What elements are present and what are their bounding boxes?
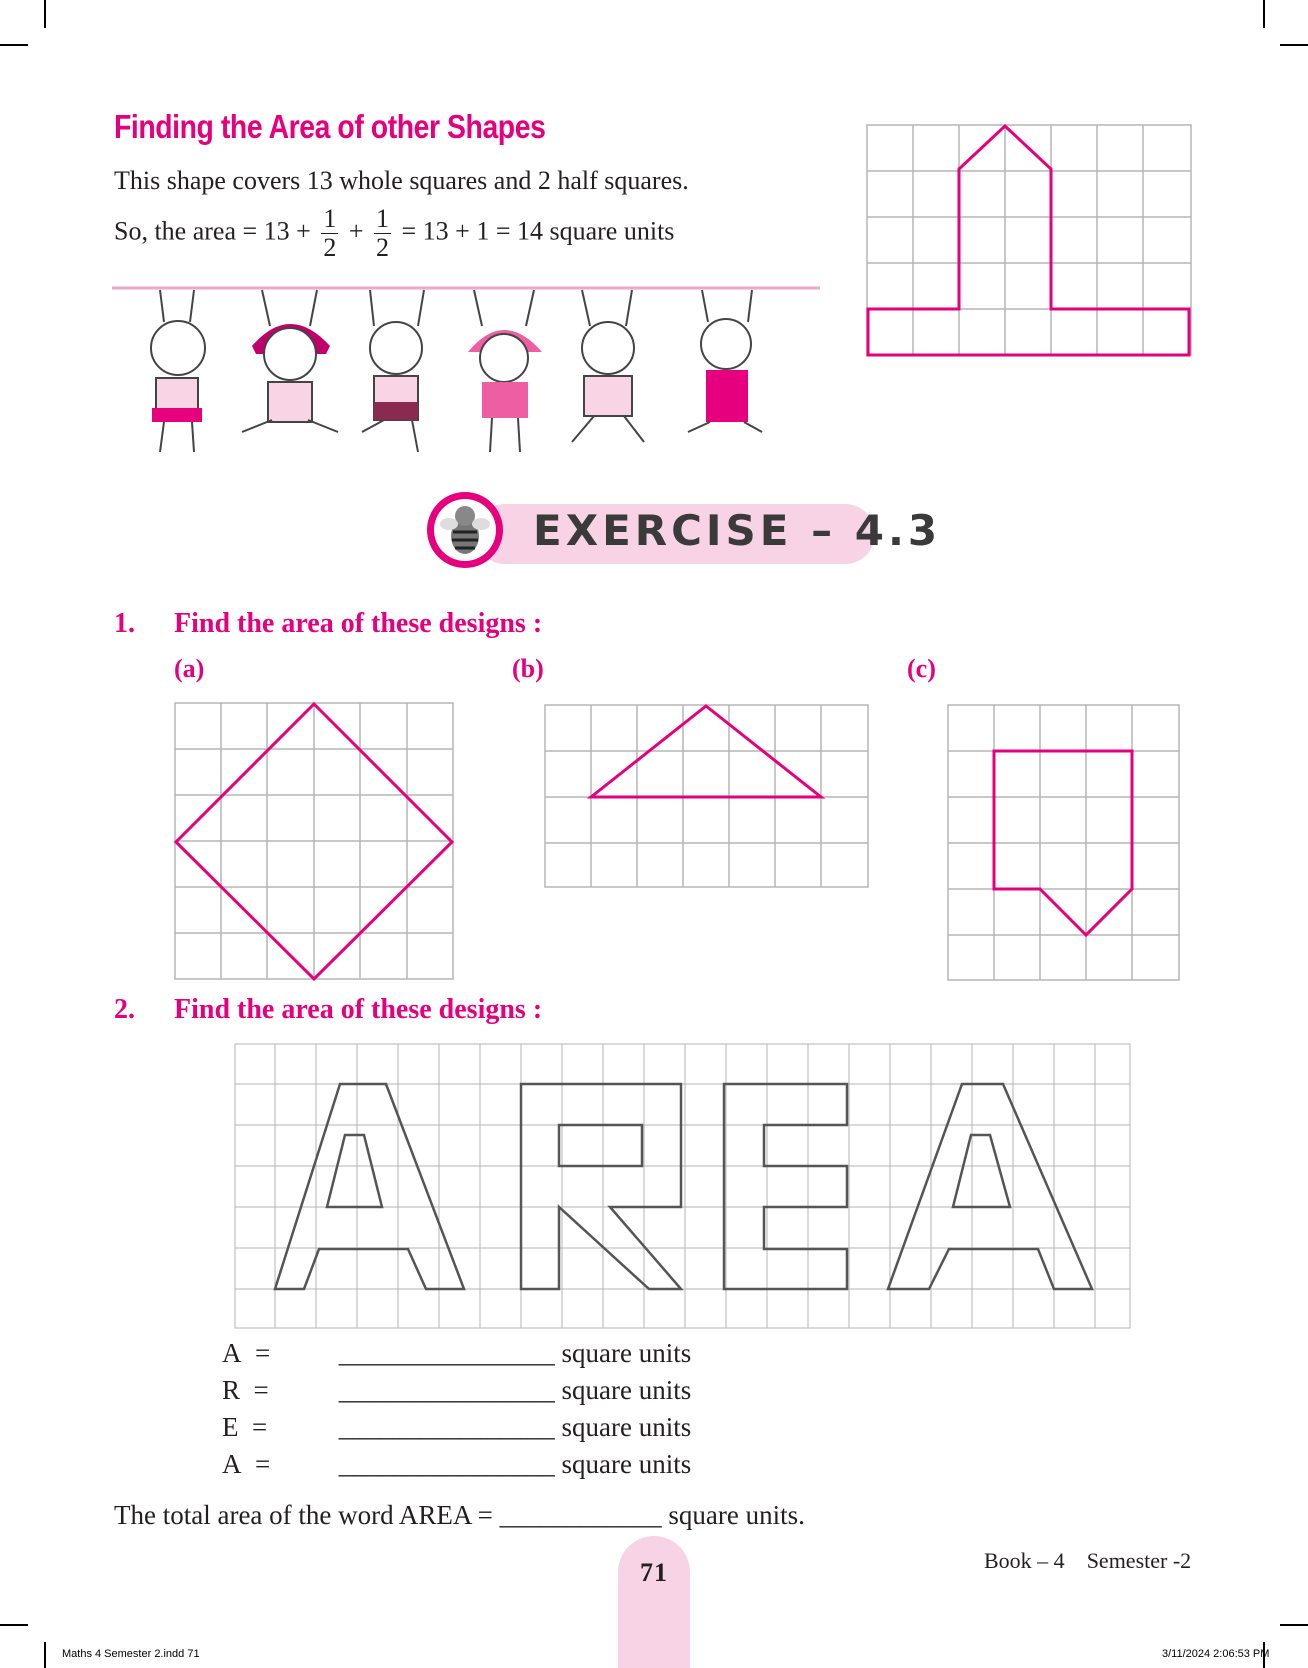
answer-row-a1 (222, 1338, 691, 1369)
example-shape-grid (866, 124, 1196, 359)
grid-lines (235, 1044, 1130, 1328)
total-prefix: The total area of the word AREA = (114, 1500, 493, 1530)
footer-filename: Maths 4 Semester 2.indd 71 (62, 1648, 200, 1660)
crop-mark (44, 1642, 46, 1668)
answer-blank[interactable]: ________________ (338, 1412, 555, 1442)
answer-row-r (222, 1375, 691, 1406)
hanging-children-illustration (112, 282, 822, 457)
label-c: (c) (907, 654, 936, 683)
crop-mark (1263, 0, 1265, 28)
crop-mark (0, 44, 28, 46)
child-figure (468, 290, 542, 452)
fraction-half-1 (321, 206, 338, 261)
answer-row-e (222, 1412, 691, 1443)
explanation-line-1: This shape covers 13 whole squares and 2 half squares. (114, 166, 689, 195)
example-shape-outline (868, 126, 1189, 355)
letter-a-2 (888, 1084, 1092, 1289)
answer-unit: square units (561, 1412, 692, 1442)
letter-a-1 (275, 1084, 464, 1289)
bee-mascot-icon (425, 490, 505, 570)
letter-r (521, 1084, 681, 1289)
grid-lines (175, 703, 453, 979)
total-area-line (114, 1500, 805, 1531)
answer-equals: = (255, 1338, 271, 1368)
design-c-grid (947, 704, 1181, 982)
crop-mark (1280, 1624, 1308, 1626)
answer-row-a2 (222, 1449, 691, 1480)
line2-suffix: = 13 + 1 = 14 square units (401, 216, 675, 246)
design-b-grid (544, 704, 870, 890)
child-figure (242, 290, 338, 432)
plus-sign: + (348, 216, 364, 246)
page-number: 71 (640, 1558, 668, 1587)
grid-lines (867, 125, 1191, 355)
child-figure (151, 290, 205, 452)
q2-text: Find the area of these designs : (174, 994, 543, 1025)
child-figure (362, 290, 424, 452)
section-heading: Finding the Area of other Shapes (114, 108, 546, 145)
design-a-grid (174, 702, 456, 982)
frac-num: 1 (323, 204, 337, 233)
answer-letter: A (222, 1338, 242, 1368)
answer-letter: A (222, 1449, 242, 1479)
total-blank[interactable]: ____________ (499, 1500, 662, 1530)
child-figure (572, 290, 644, 442)
label-a: (a) (174, 654, 205, 683)
q1-text: Find the area of these designs : (174, 608, 543, 639)
answer-equals: = (252, 1412, 268, 1442)
answer-letter: R (222, 1375, 241, 1405)
crop-mark (1280, 44, 1308, 46)
answer-equals: = (253, 1375, 269, 1405)
frac-den: 2 (376, 233, 389, 262)
q2-number: 2. (114, 994, 135, 1025)
answer-blank[interactable]: ________________ (338, 1449, 555, 1479)
total-suffix: square units. (668, 1500, 805, 1530)
semester-label: Semester -2 (1086, 1548, 1192, 1573)
frac-den: 2 (323, 233, 337, 262)
frac-num: 1 (376, 204, 389, 233)
answer-equals: = (255, 1449, 271, 1479)
label-b: (b) (512, 654, 544, 683)
page-number-tab (618, 1536, 690, 1668)
line2-prefix: So, the area = 13 + (114, 216, 311, 246)
crop-mark (44, 0, 46, 28)
explanation-line-2 (114, 206, 674, 261)
book-label: Book – 4 (984, 1548, 1065, 1573)
fraction-half-2 (374, 206, 391, 261)
grid-lines (948, 705, 1179, 980)
answer-letter: E (222, 1412, 239, 1442)
answer-unit: square units (561, 1338, 692, 1368)
book-info (984, 1548, 1191, 1574)
footer-timestamp: 3/11/2024 2:06:53 PM (1162, 1648, 1270, 1660)
answer-unit: square units (561, 1375, 692, 1405)
answer-unit: square units (561, 1449, 692, 1479)
q1-number: 1. (114, 608, 135, 639)
crop-mark (0, 1624, 28, 1626)
answer-blank[interactable]: ________________ (338, 1338, 555, 1368)
answer-blank[interactable]: ________________ (338, 1375, 555, 1405)
child-figure (688, 290, 762, 432)
exercise-banner (425, 490, 942, 580)
letter-e (724, 1084, 847, 1289)
area-word-grid (234, 1043, 1134, 1331)
grid-border (235, 1044, 1130, 1328)
exercise-title: EXERCISE – 4.3 (533, 506, 942, 555)
